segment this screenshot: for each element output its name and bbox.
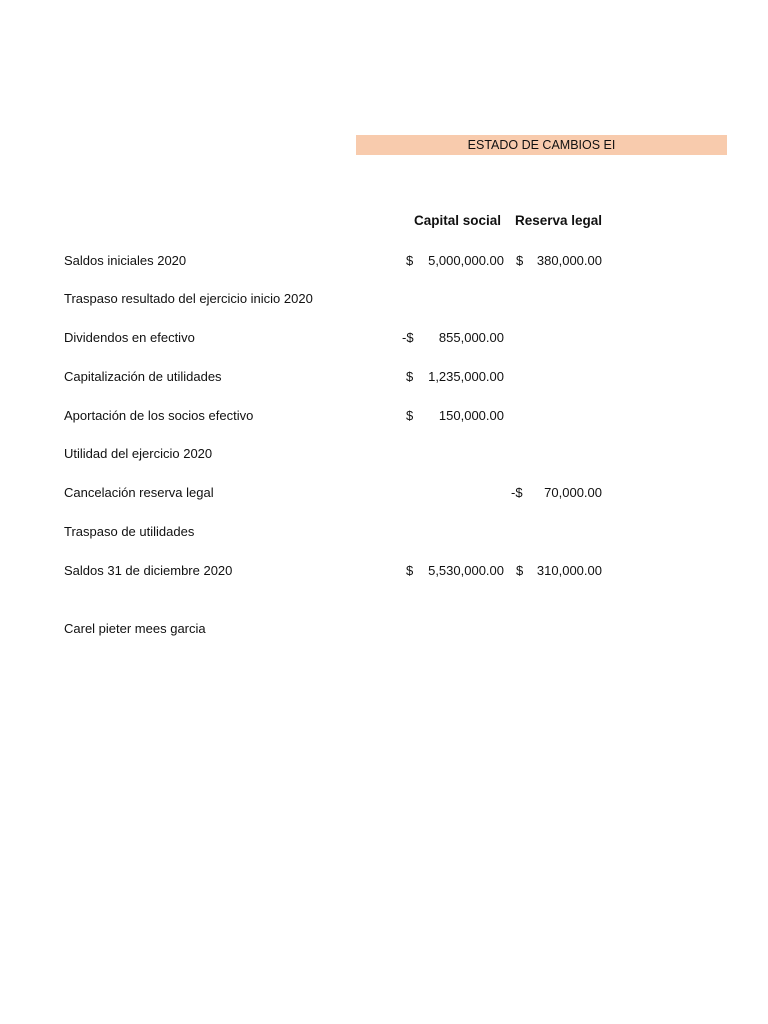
- row-label: Dividendos en efectivo: [64, 330, 195, 345]
- row-label: Capitalización de utilidades: [64, 369, 222, 384]
- row-label: Saldos iniciales 2020: [64, 253, 187, 268]
- row-label: Traspaso resultado del ejercicio inicio 2020: [64, 291, 313, 306]
- reserva-currency: $: [516, 563, 524, 578]
- reserva-currency: -$: [511, 485, 523, 500]
- reserva-amount: 70,000.00: [544, 485, 602, 500]
- row-label: Saldos 31 de diciembre 2020: [64, 563, 233, 578]
- column-header-capital-social: Capital social: [414, 213, 502, 228]
- capital-amount: 855,000.00: [438, 330, 504, 345]
- capital-currency: $: [406, 253, 414, 268]
- column-header-reserva-legal: Reserva legal: [515, 213, 603, 228]
- reserva-amount: 310,000.00: [536, 563, 602, 578]
- reserva-amount: 380,000.00: [536, 253, 602, 268]
- reserva-currency: $: [516, 253, 524, 268]
- statement-title-text: ESTADO DE CAMBIOS EI: [467, 138, 616, 152]
- capital-currency: $: [406, 563, 414, 578]
- row-label: Cancelación reserva legal: [64, 485, 214, 500]
- capital-currency: $: [406, 369, 414, 384]
- capital-currency: -$: [402, 330, 414, 345]
- row-label: Aportación de los socios efectivo: [64, 408, 254, 423]
- capital-amount: 5,530,000.00: [428, 563, 504, 578]
- author-name: Carel pieter mees garcia: [64, 621, 206, 636]
- capital-amount: 5,000,000.00: [428, 253, 504, 268]
- capital-amount: 150,000.00: [438, 408, 504, 423]
- statement-title: [356, 135, 727, 155]
- capital-amount: 1,235,000.00: [428, 369, 504, 384]
- capital-currency: $: [406, 408, 414, 423]
- row-label: Utilidad del ejercicio 2020: [64, 446, 213, 461]
- row-label: Traspaso de utilidades: [64, 524, 195, 539]
